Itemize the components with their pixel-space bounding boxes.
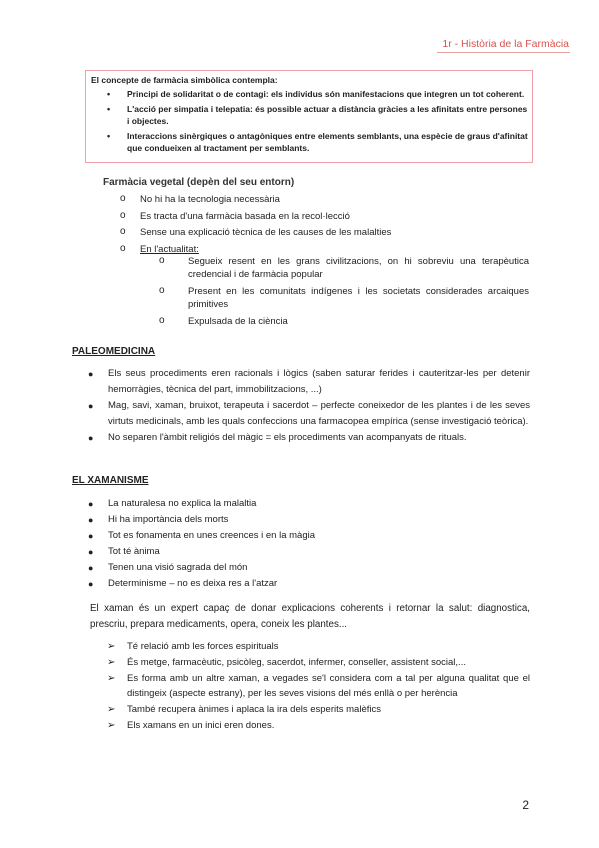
bullet-icon: ● — [88, 369, 94, 379]
list-item: o Es tracta d'una farmàcia basada en la recol·lecció — [120, 209, 350, 222]
header-title: 1r - Història de la Farmàcia — [442, 38, 569, 50]
list-item: ● Tenen una visió sagrada del món — [72, 560, 530, 576]
list-item: o Segueix resent en les grans civilitzacions, on hi sobreviu una terapèutica credencial i de farmàcia popular — [159, 255, 529, 281]
paleo-heading: PALEOMEDICINA — [72, 346, 156, 357]
bullet-icon: ● — [88, 531, 94, 541]
list-item: ➢ Té relació amb les forces espirituals — [90, 640, 530, 655]
paleo-list — [72, 366, 530, 446]
concept-box — [85, 70, 533, 163]
list-item: o Expulsada de la ciència — [159, 315, 288, 328]
list-item: ● La naturalesa no explica la malaltia — [72, 496, 530, 512]
circle-bullet-icon: o — [120, 193, 126, 204]
arrow-bullet-icon: ➢ — [107, 641, 116, 652]
header-divider — [437, 52, 570, 53]
xaman-heading: EL XAMANISME — [72, 475, 149, 486]
bullet-icon: ● — [88, 515, 94, 525]
bullet-icon: • — [107, 89, 111, 99]
list-item: o Present en les comunitats indígenes i les societats considerades arcaiques primitives — [159, 285, 529, 311]
vegetal-heading: Farmàcia vegetal (depèn del seu entorn) — [103, 177, 295, 188]
list-item: ➢ Els xamans en un inici eren dones. — [90, 719, 530, 734]
bullet-icon: ● — [88, 433, 94, 443]
list-item: o Sense una explicació tècnica de les causes de les malalties — [120, 226, 392, 238]
vegetal-sublist — [155, 255, 529, 332]
bullet-icon: ● — [88, 547, 94, 557]
list-item: ● Tot es fonamenta en unes creences i en la màgia — [72, 528, 530, 544]
list-item: • L'acció per simpatia i telepatia: és possible actuar a distància gràcies a les afinitats entre persones i objectes. — [107, 104, 528, 126]
list-item: • Interaccions sinèrgiques o antagòniques entre elements semblants, una espècie de graus d'afinitat que condueixen al tractament per semblants. — [107, 131, 528, 153]
box-title: El concepte de farmàcia simbòlica contempla: — [91, 75, 278, 85]
page-number: 2 — [522, 798, 529, 812]
circle-bullet-icon: o — [159, 315, 165, 327]
list-item: ● Tot té ànima — [72, 544, 530, 560]
arrow-bullet-icon: ➢ — [107, 657, 116, 668]
list-item: ➢ També recupera ànimes i aplaca la ira dels esperits malèfics — [90, 703, 530, 718]
circle-bullet-icon: o — [159, 255, 165, 266]
arrow-bullet-icon: ➢ — [107, 673, 116, 684]
arrow-bullet-icon: ➢ — [107, 719, 116, 731]
bullet-icon: • — [107, 104, 111, 114]
list-item: ● No separen l'àmbit religiós del màgic = els procediments van acompanyats de rituals. — [72, 430, 530, 446]
list-item: o No hi ha la tecnologia necessària — [120, 193, 280, 205]
vegetal-list — [102, 193, 532, 259]
circle-bullet-icon: o — [120, 242, 126, 254]
list-item: ➢ És metge, farmacèutic, psicòleg, sacerdot, infermer, conseller, assistent social,... — [90, 656, 530, 671]
bullet-icon: • — [107, 131, 111, 141]
circle-bullet-icon: o — [120, 209, 126, 221]
bullet-icon: ● — [88, 401, 94, 411]
arrow-bullet-icon: ➢ — [107, 703, 116, 715]
bullet-icon: ● — [88, 499, 94, 509]
xaman-paragraph: El xaman és un expert capaç de donar explicacions coherents i retornar la salut: diagnostica, prescriu, prepara medicaments, opera, coneix les plantes... — [90, 603, 530, 630]
circle-bullet-icon: o — [120, 226, 126, 237]
bullet-icon: ● — [88, 579, 94, 589]
xaman-list — [72, 496, 530, 592]
list-item: • Principi de solidaritat o de contagi: els individus són manifestacions que integren un tot coherent. — [107, 89, 525, 99]
circle-bullet-icon: o — [159, 285, 165, 297]
list-item: ● Determinisme – no es deixa res a l'atzar — [72, 576, 530, 592]
list-item: ➢ Es forma amb un altre xaman, a vegades se'l considera com a tal per alguna qualitat que el distingeix (aspecte estrany), per les seves visions del més enllà o per herència — [107, 673, 530, 699]
bullet-icon: ● — [88, 563, 94, 573]
list-item: ● Els seus procediments eren racionals i lògics (saben saturar ferides i cauteritzar-les per detenir hemorràgies, tècnica del part, immobilitzacions, ...) — [88, 368, 530, 395]
list-item: ● Mag, savi, xaman, bruixot, terapeuta i sacerdot – perfecte coneixedor de les plantes i de les seves virtuts medicinals, amb les quals confeccions una farmacopea empírica (sense investigació teòrica). — [88, 400, 530, 427]
list-item: ● Hi ha importància dels morts — [72, 512, 530, 528]
xaman-arrow-list — [90, 640, 530, 735]
list-item: o En l'actualitat: — [120, 242, 199, 255]
